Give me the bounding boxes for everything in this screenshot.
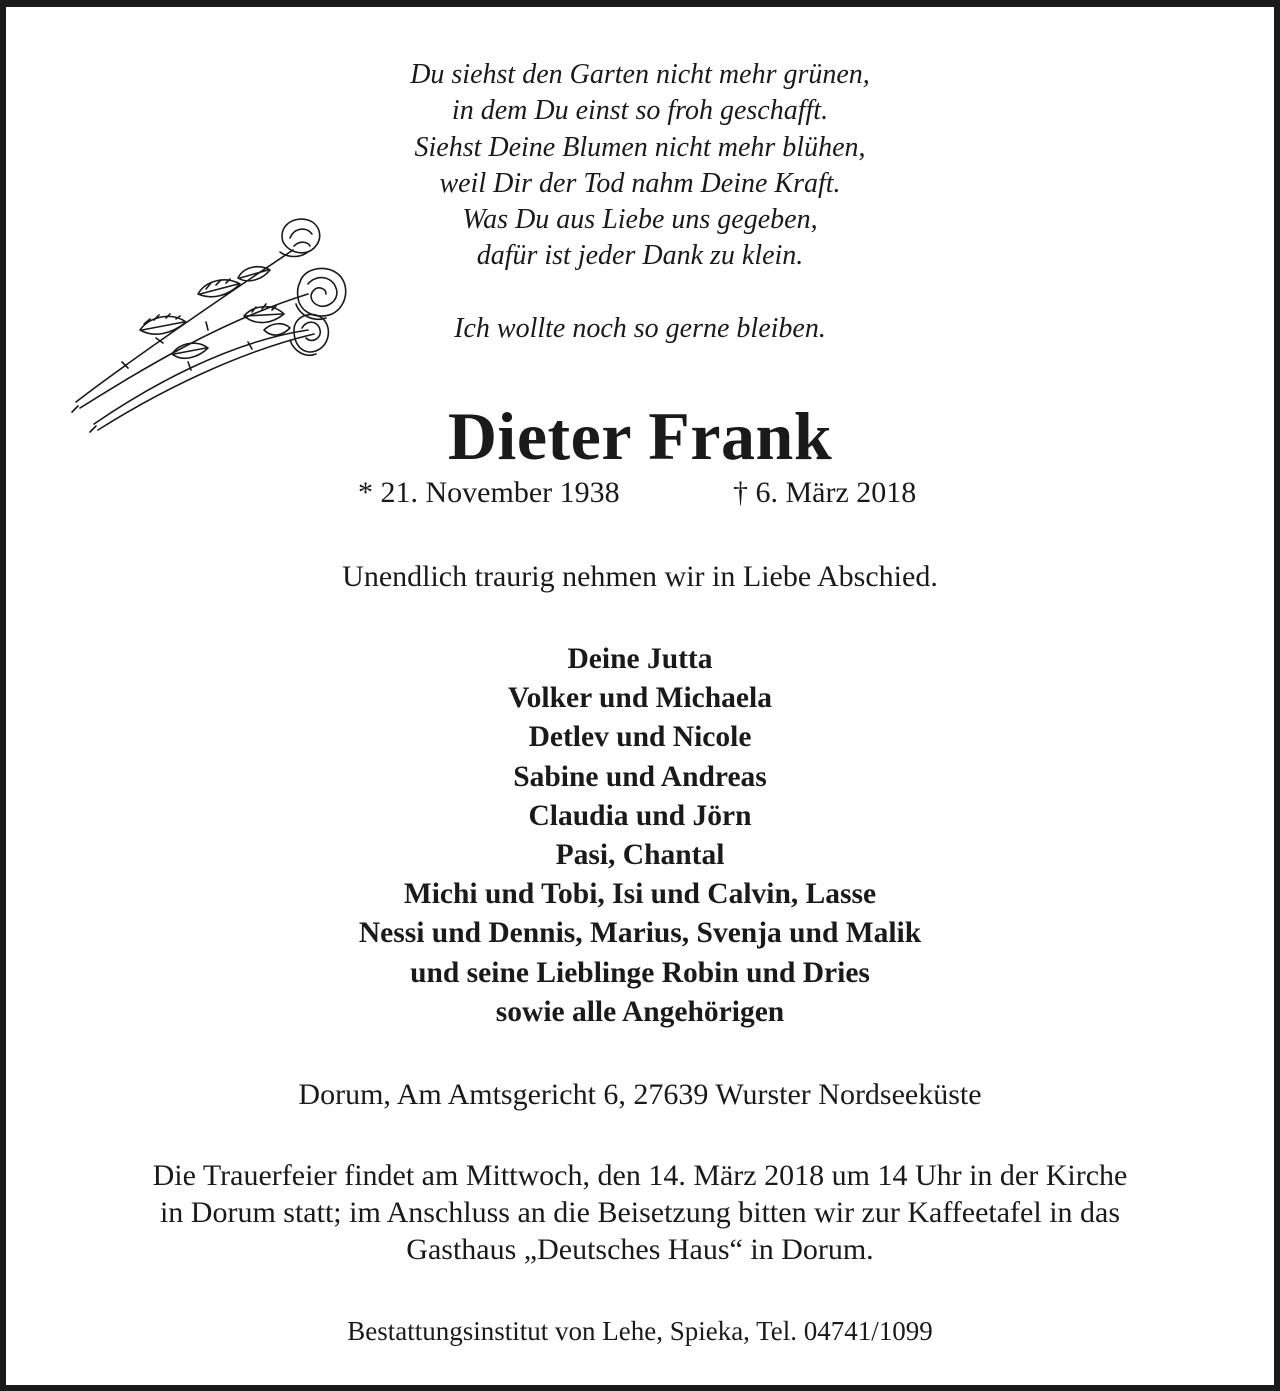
- deceased-name: Dieter Frank: [447, 398, 833, 474]
- family-member: Pasi, Chantal: [555, 839, 725, 872]
- family-member: Michi und Tobi, Isi und Calvin, Lasse: [403, 878, 877, 911]
- poem-line: Was Du aus Liebe uns gegeben,: [462, 204, 818, 236]
- ceremony-line: in Dorum statt; im Anschluss an die Beisetzung bitten wir zur Kaffeetafel in das: [159, 1196, 1121, 1229]
- family-list: [6, 640, 1274, 1032]
- ceremony-line: Die Trauerfeier findet am Mittwoch, den 14. März 2018 um 14 Uhr in der Kirche: [152, 1159, 1128, 1192]
- ceremony-info: [6, 1157, 1274, 1268]
- poem-final-line: Ich wollte noch so gerne bleiben.: [454, 312, 826, 344]
- poem-line: in dem Du einst so froh geschafft.: [451, 95, 829, 127]
- farewell-text: Unendlich traurig nehmen wir in Liebe Abschied.: [342, 560, 938, 593]
- family-member: Claudia und Jörn: [528, 799, 752, 832]
- family-member: Nessi und Dennis, Marius, Svenja und Malik: [358, 917, 922, 950]
- family-member: und seine Lieblinge Robin und Dries: [410, 956, 870, 989]
- birth-date: * 21. November 1938: [358, 476, 620, 509]
- ceremony-line: Gasthaus „Deutsches Haus“ in Dorum.: [406, 1233, 874, 1266]
- poem-line: dafür ist jeder Dank zu klein.: [476, 240, 804, 272]
- poem-line: Siehst Deine Blumen nicht mehr blühen,: [414, 131, 866, 163]
- poem-line: Du siehst den Garten nicht mehr grünen,: [410, 59, 870, 90]
- address: Dorum, Am Amtsgericht 6, 27639 Wurster Nordseeküste: [298, 1078, 982, 1111]
- poem-line: weil Dir der Tod nahm Deine Kraft.: [439, 167, 841, 199]
- death-date: † 6. März 2018: [733, 476, 917, 509]
- family-member: Volker und Michaela: [508, 682, 772, 715]
- funeral-home: Bestattungsinstitut von Lehe, Spieka, Tel. 04741/1099: [347, 1316, 933, 1346]
- family-member: Detlev und Nicole: [528, 721, 752, 754]
- family-member: Deine Jutta: [567, 643, 713, 675]
- family-member: Sabine und Andreas: [513, 760, 767, 793]
- family-member: sowie alle Angehörigen: [495, 995, 785, 1028]
